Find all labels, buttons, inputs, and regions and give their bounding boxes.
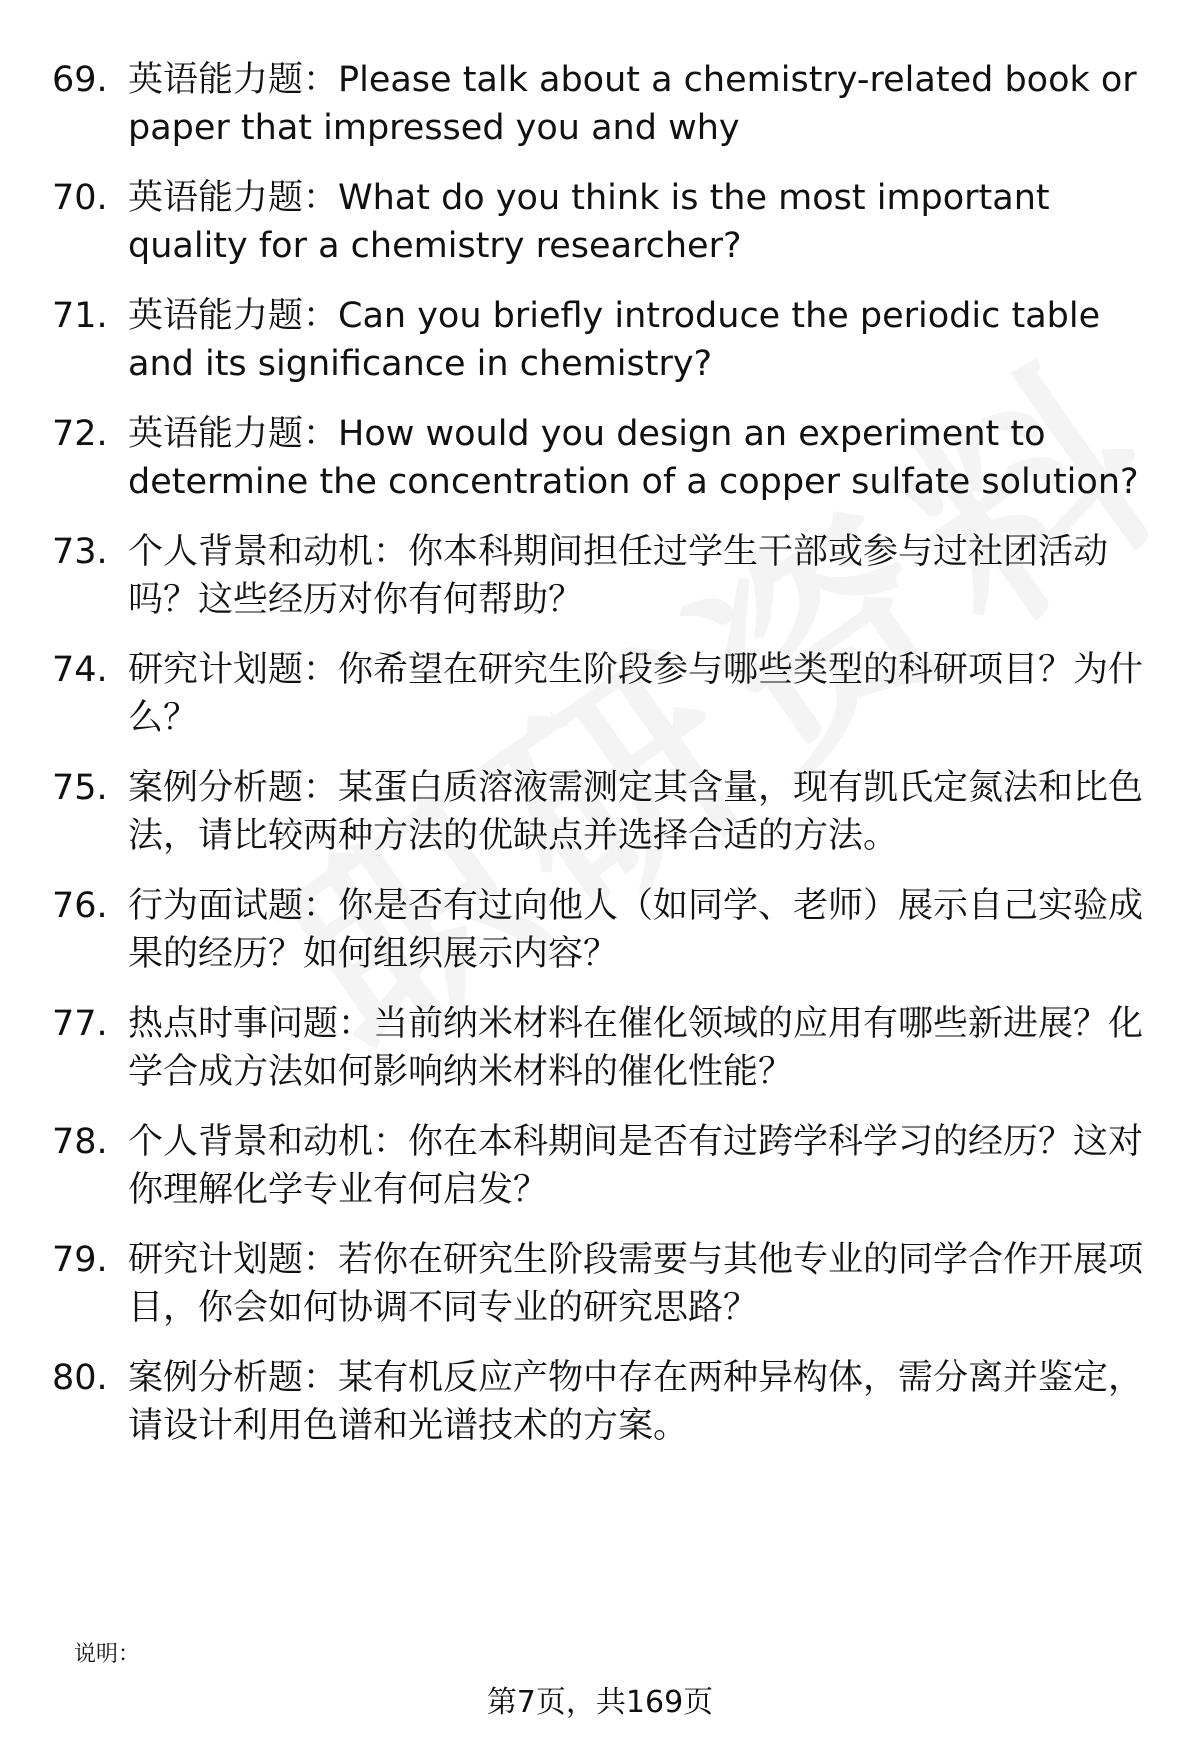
- question-number: 70.: [52, 178, 108, 218]
- question-text: 研究计划题：你希望在研究生阶段参与哪些类型的科研项目？为什么？: [128, 650, 1144, 738]
- question-text: 个人背景和动机：你本科期间担任过学生干部或参与过社团活动吗？这些经历对你有何帮助？: [128, 532, 1109, 620]
- note-label: 说明：: [74, 1642, 141, 1667]
- question-number: 75.: [52, 768, 108, 808]
- question-text: 案例分析题：某蛋白质溶液需测定其含量，现有凯氏定氮法和比色法，请比较两种方法的优缺点并选择合适的方法。: [128, 768, 1144, 856]
- question-text: 个人背景和动机：你在本科期间是否有过跨学科学习的经历？这对你理解化学专业有何启发？: [128, 1122, 1144, 1210]
- question-number: 74.: [52, 650, 108, 690]
- question-text: 行为面试题：你是否有过向他人（如同学、老师）展示自己实验成果的经历？如何组织展示内容？: [128, 886, 1144, 974]
- question-number: 72.: [52, 414, 108, 454]
- question-text: 英语能力题：How would you design an experiment to determine the concentration of a copper sulfate solution?: [128, 414, 1139, 502]
- question-text: 热点时事问题：当前纳米材料在催化领域的应用有哪些新进展？化学合成方法如何影响纳米材料的催化性能？: [128, 1004, 1144, 1092]
- question-number: 78.: [52, 1122, 108, 1162]
- question-text: 英语能力题：What do you think is the most important quality for a chemistry researcher?: [128, 178, 1050, 266]
- question-text: 案例分析题：某有机反应产物中存在两种异构体，需分离并鉴定，请设计利用色谱和光谱技术的方案。: [128, 1358, 1144, 1446]
- page-number: 第7页，共169页: [486, 1685, 714, 1720]
- question-number: 73.: [52, 532, 108, 572]
- question-number: 69.: [52, 60, 108, 100]
- question-number: 79.: [52, 1240, 108, 1280]
- question-text: 英语能力题：Please talk about a chemistry-related book or paper that impressed you and why: [128, 60, 1137, 148]
- question-text: 英语能力题：Can you briefly introduce the periodic table and its significance in chemistry?: [128, 296, 1101, 384]
- question-number: 76.: [52, 886, 108, 926]
- question-text: 研究计划题：若你在研究生阶段需要与其他专业的同学合作开展项目，你会如何协调不同专业的研究思路？: [128, 1240, 1144, 1328]
- question-number: 77.: [52, 1004, 108, 1044]
- question-number: 80.: [52, 1358, 108, 1398]
- question-number: 71.: [52, 296, 108, 336]
